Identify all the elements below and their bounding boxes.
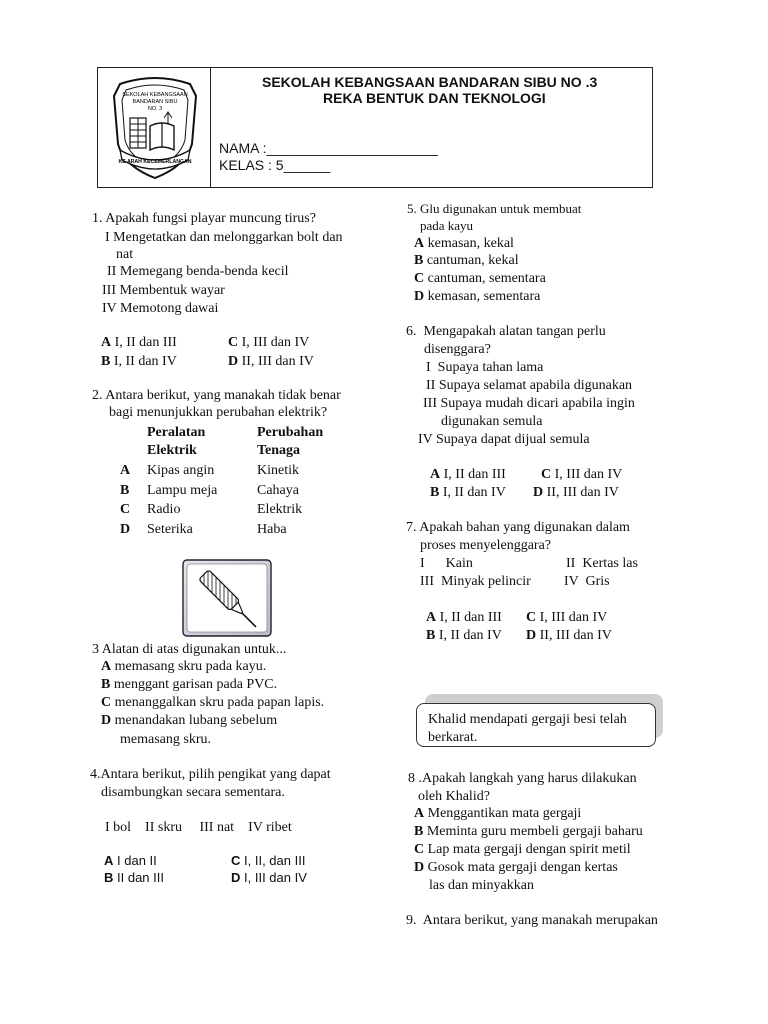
option-letter: C <box>228 335 239 350</box>
option-text: memasang skru pada kayu. <box>114 659 267 674</box>
q1-question: 1. Apakah fungsi playar muncung tirus? <box>92 211 316 226</box>
q6-statement-3-cont: digunakan semula <box>441 414 543 429</box>
option-text: I, III dan IV <box>554 467 623 482</box>
callout-line-1: Khalid mendapati gergaji besi telah <box>428 712 627 727</box>
q5-option-b[interactable] <box>414 252 519 270</box>
option-text: II, III dan IV <box>546 485 619 500</box>
q2-col2-header-2: Tenaga <box>257 443 301 458</box>
q9-question: 9. Antara berikut, yang manakah merupakan <box>406 913 658 928</box>
option-text: II dan III <box>117 870 164 885</box>
option-text: cantuman, kekal <box>426 253 519 268</box>
q3-option-c[interactable] <box>101 694 324 712</box>
q4-question-line-2: disambungkan secara sementara. <box>101 785 285 800</box>
option-text: I, II dan III <box>114 335 177 350</box>
option-text: II, III dan IV <box>241 354 314 369</box>
q7-option-b[interactable] <box>426 627 502 645</box>
q7-item-3: III Minyak pelincir <box>420 574 531 589</box>
option-letter: C <box>414 842 425 857</box>
option-letter: A <box>414 236 425 251</box>
q5-option-a[interactable] <box>414 235 514 253</box>
logo-text-3: NO. 3 <box>147 106 163 112</box>
q1-statement-2: II Memegang benda-benda kecil <box>107 264 289 279</box>
school-logo <box>106 74 204 182</box>
q7-option-c[interactable] <box>526 609 607 627</box>
option-letter: B <box>101 354 111 369</box>
option-text: menanggalkan skru pada papan lapis. <box>114 695 325 710</box>
option-text: I, III dan IV <box>241 335 310 350</box>
q3-question: 3 Alatan di atas digunakan untuk... <box>92 642 287 657</box>
option-letter: C <box>414 271 425 286</box>
option-text: menandakan lubang sebelum <box>114 713 278 728</box>
option-text: cantuman, sementara <box>427 271 546 286</box>
option-text: I, II dan IV <box>113 354 177 369</box>
option-text: I dan II <box>117 853 157 868</box>
q4-option-b[interactable] <box>104 870 164 885</box>
option-text: menggant garisan pada PVC. <box>113 677 278 692</box>
q8-question-line-2: oleh Khalid? <box>418 789 490 804</box>
callout-line-2: berkarat. <box>428 730 478 745</box>
option-letter: D <box>526 628 537 643</box>
q2-row-b-energy: Cahaya <box>257 483 299 498</box>
q6-question-line-2: disenggara? <box>424 342 491 357</box>
q5-option-c[interactable] <box>414 270 546 288</box>
option-text: I, III dan IV <box>539 610 608 625</box>
q7-item-4: IV Gris <box>564 574 610 589</box>
q3-option-a[interactable] <box>101 658 266 676</box>
option-letter: B <box>426 628 436 643</box>
q1-option-d[interactable] <box>228 353 314 371</box>
logo-building-icon <box>130 118 146 148</box>
option-letter: C <box>101 695 112 710</box>
option-letter: D <box>533 485 544 500</box>
q2-row-c-letter[interactable]: C <box>120 502 131 517</box>
q7-item-1: I Kain <box>420 556 473 571</box>
q4-option-d[interactable] <box>231 870 307 885</box>
header-divider <box>210 68 211 187</box>
q6-question-line-1: 6. Mengapakah alatan tangan perlu <box>406 324 606 339</box>
q8-option-a[interactable] <box>414 805 581 823</box>
q5-question-line-2: pada kayu <box>420 218 474 233</box>
option-text: I, II dan IV <box>438 628 502 643</box>
q2-row-d-energy: Haba <box>257 522 287 537</box>
option-text: I, II dan IV <box>442 485 506 500</box>
option-letter: D <box>414 289 425 304</box>
q6-statement-4: IV Supaya dapat dijual semula <box>418 432 590 447</box>
q6-option-c[interactable] <box>541 466 622 484</box>
q2-col1-header: Peralatan <box>147 425 206 440</box>
option-text: Lap mata gergaji dengan spirit metil <box>427 842 631 857</box>
q4-question-line-1: 4.Antara berikut, pilih pengikat yang dapat <box>90 767 331 782</box>
q1-statement-3: III Membentuk wayar <box>102 283 225 298</box>
option-letter: A <box>414 806 425 821</box>
name-field[interactable]: NAMA :______________________ <box>219 140 438 156</box>
q1-statement-1: I Mengetatkan dan melonggarkan bolt dan <box>105 230 343 245</box>
q5-option-d[interactable] <box>414 288 540 306</box>
q8-option-d-cont: las dan minyakkan <box>429 878 534 893</box>
option-text: I, II dan III <box>439 610 502 625</box>
option-letter: C <box>541 467 552 482</box>
q2-row-a-energy: Kinetik <box>257 463 299 478</box>
q6-statement-1: I Supaya tahan lama <box>426 360 544 375</box>
q7-question-line-2: proses menyelenggara? <box>420 538 551 553</box>
q5-question-line-1: 5. Glu digunakan untuk membuat <box>407 201 582 216</box>
subject-title: REKA BENTUK DAN TEKNOLOGI <box>323 90 546 106</box>
q6-statement-2: II Supaya selamat apabila digunakan <box>426 378 633 393</box>
q2-row-b-letter[interactable]: B <box>120 483 130 498</box>
option-letter: C <box>231 853 241 868</box>
q8-option-d[interactable] <box>414 859 618 877</box>
q2-row-a-letter[interactable]: A <box>120 463 131 478</box>
q8-option-b[interactable] <box>414 823 643 841</box>
option-text: kemasan, sementara <box>427 289 541 304</box>
option-text: Gosok mata gergaji dengan kertas <box>427 860 618 875</box>
option-text: Meminta guru membeli gergaji baharu <box>426 824 643 839</box>
q2-row-b-item: Lampu meja <box>147 483 218 498</box>
q7-item-2: II Kertas las <box>566 556 638 571</box>
logo-motto: KE ARAH KECEMERLANGAN <box>118 159 192 165</box>
file-tool-icon <box>182 559 272 637</box>
q1-option-b[interactable] <box>101 353 177 371</box>
option-letter: A <box>101 335 112 350</box>
q4-items: I bol II skru III nat IV ribet <box>105 820 292 835</box>
q8-option-c[interactable] <box>414 841 631 859</box>
option-letter: B <box>430 485 440 500</box>
q3-option-b[interactable] <box>101 676 277 694</box>
q2-row-c-item: Radio <box>147 502 181 517</box>
option-letter: B <box>104 870 114 885</box>
class-field[interactable]: KELAS : 5______ <box>219 157 331 173</box>
option-text: I, II dan III <box>443 467 506 482</box>
option-letter: D <box>414 860 425 875</box>
q6-option-d[interactable] <box>533 484 619 502</box>
q4-option-a[interactable] <box>104 853 157 868</box>
q3-option-d[interactable] <box>101 712 277 730</box>
q2-question-line-2: bagi menunjukkan perubahan elektrik? <box>109 405 328 420</box>
option-text: kemasan, kekal <box>427 236 514 251</box>
option-letter: A <box>101 659 112 674</box>
q1-statement-1-cont: nat <box>116 247 134 262</box>
q2-col2-header: Perubahan <box>257 425 324 440</box>
option-letter: C <box>526 610 537 625</box>
q2-row-d-letter[interactable]: D <box>120 522 131 537</box>
option-text: I, II, dan III <box>244 853 306 868</box>
q2-row-a-item: Kipas angin <box>147 463 215 478</box>
option-letter: A <box>104 853 114 868</box>
q2-question-line-1: 2. Antara berikut, yang manakah tidak benar <box>92 388 341 403</box>
logo-text-2: BANDARAN SIBU <box>132 99 178 105</box>
q1-option-c[interactable] <box>228 334 309 352</box>
q2-row-d-item: Seterika <box>147 522 193 537</box>
option-text: II, III dan IV <box>539 628 612 643</box>
q2-col1-header-2: Elektrik <box>147 443 197 458</box>
q8-question-line-1: 8 .Apakah langkah yang harus dilakukan <box>408 771 637 786</box>
q3-option-d-cont: memasang skru. <box>120 732 211 747</box>
option-letter: A <box>430 467 441 482</box>
q1-statement-4: IV Memotong dawai <box>102 301 219 316</box>
q1-option-a[interactable] <box>101 334 177 352</box>
q4-option-c[interactable] <box>231 853 305 868</box>
q7-option-a[interactable] <box>426 609 502 627</box>
q2-row-c-energy: Elektrik <box>257 502 303 517</box>
option-letter: B <box>414 253 424 268</box>
q7-question-line-1: 7. Apakah bahan yang digunakan dalam <box>406 520 630 535</box>
option-text: Menggantikan mata gergaji <box>427 806 582 821</box>
option-letter: D <box>228 354 239 369</box>
school-name: SEKOLAH KEBANGSAAN BANDARAN SIBU NO .3 <box>262 74 598 90</box>
q6-option-b[interactable] <box>430 484 506 502</box>
option-letter: A <box>426 610 437 625</box>
q6-statement-3: III Supaya mudah dicari apabila ingin <box>423 396 635 411</box>
q7-option-d[interactable] <box>526 627 612 645</box>
option-text: I, III dan IV <box>244 870 307 885</box>
option-letter: B <box>101 677 111 692</box>
option-letter: D <box>101 713 112 728</box>
q6-option-a[interactable] <box>430 466 506 484</box>
logo-text-1: SEKOLAH KEBANGSAAN <box>122 92 188 98</box>
option-letter: D <box>231 870 241 885</box>
option-letter: B <box>414 824 424 839</box>
